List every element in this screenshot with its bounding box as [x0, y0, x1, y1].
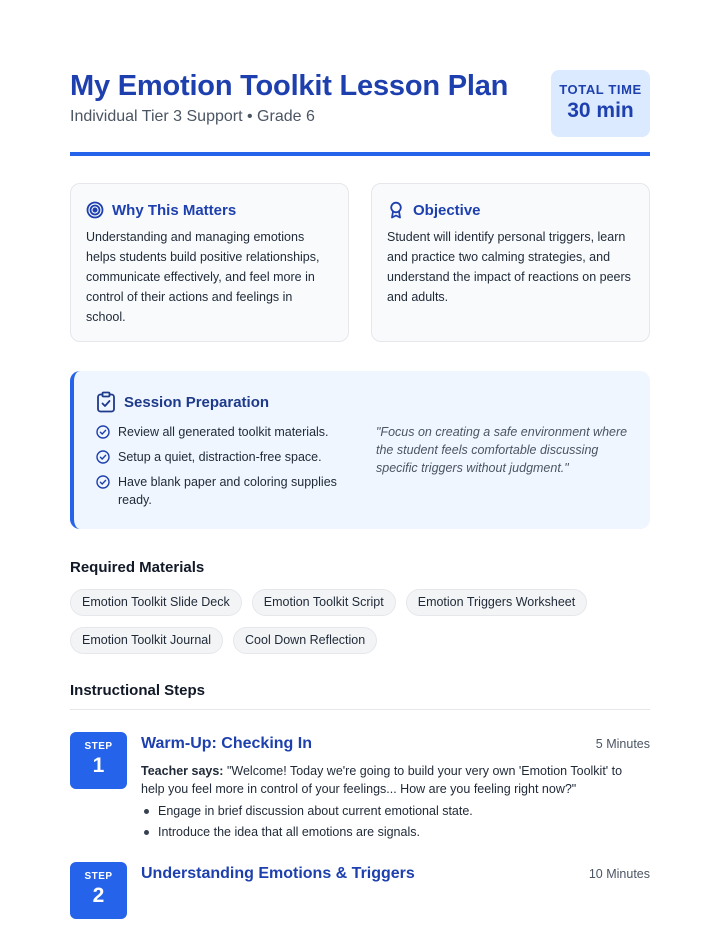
total-time-box [551, 70, 650, 137]
why-this-matters-card [70, 183, 349, 342]
list-item: Introduce the idea that all emotions are signals. [141, 823, 636, 841]
list-item [96, 423, 346, 441]
lesson-header [70, 68, 650, 140]
step-badge [70, 862, 127, 919]
list-item: Engage in brief discussion about current emotional state. [141, 802, 636, 820]
why-this-matters-title: Why This Matters [112, 201, 237, 219]
step-title: Warm-Up: Checking In [141, 735, 312, 752]
preparation-item-text: Have blank paper and coloring supplies ready. [118, 475, 337, 507]
preparation-checklist [96, 423, 346, 516]
header-divider [70, 152, 650, 156]
step-number: 2 [92, 884, 105, 907]
target-icon [86, 201, 104, 219]
preparation-quote: "Focus on creating a safe environment where the student feels comfortable discussing specific triggers without judgment." [376, 425, 628, 475]
check-circle-icon [96, 450, 110, 464]
list-item [96, 448, 346, 466]
instructional-steps-heading: Instructional Steps [70, 682, 206, 699]
total-time-value: 30 min [567, 99, 634, 122]
step-number: 1 [92, 754, 105, 777]
materials-list [70, 589, 650, 665]
page-title: My Emotion Toolkit Lesson Plan [70, 70, 509, 102]
teacher-says-text: "Welcome! Today we're going to build your very own 'Emotion Toolkit' to help you feel more in control of your feelings... How are you feeling right now?" [141, 764, 623, 796]
why-this-matters-text: Understanding and managing emotions helps students build positive relationships, communicate effectively, and feel more in control of their actions and feelings in school. [86, 230, 320, 324]
material-chip: Emotion Triggers Worksheet [406, 589, 587, 616]
required-materials-heading: Required Materials [70, 559, 205, 576]
step-badge-label: STEP [84, 871, 113, 882]
check-circle-icon [96, 425, 110, 439]
page-subtitle: Individual Tier 3 Support • Grade 6 [70, 108, 315, 125]
session-preparation-title: Session Preparation [124, 393, 270, 411]
clipboard-check-icon [96, 391, 116, 413]
step-badge-label: STEP [84, 741, 113, 752]
material-chip: Emotion Toolkit Journal [70, 627, 223, 654]
preparation-item-text: Review all generated toolkit materials. [118, 425, 329, 439]
preparation-item-text: Setup a quiet, distraction-free space. [118, 450, 322, 464]
step-badge [70, 732, 127, 789]
step-1 [70, 732, 650, 842]
material-chip: Emotion Toolkit Slide Deck [70, 589, 242, 616]
step-duration: 10 Minutes [588, 867, 650, 881]
list-item [96, 473, 346, 509]
award-ribbon-icon [387, 201, 405, 219]
step-2 [70, 862, 650, 932]
step-title: Understanding Emotions & Triggers [141, 865, 415, 882]
session-preparation-panel [70, 371, 650, 529]
steps-divider [70, 709, 650, 710]
step-duration: 5 Minutes [595, 737, 650, 751]
objective-title: Objective [413, 201, 481, 219]
material-chip: Cool Down Reflection [233, 627, 377, 654]
objective-card [371, 183, 650, 342]
check-circle-icon [96, 475, 110, 489]
objective-text: Student will identify personal triggers, learn and practice two calming strategies, and understand the impact of reactions on peers and adults. [387, 230, 631, 304]
material-chip: Emotion Toolkit Script [252, 589, 396, 616]
total-time-label: TOTAL TIME [559, 82, 642, 97]
teacher-says-label: Teacher says: [141, 764, 224, 778]
step-points [141, 802, 636, 844]
teacher-says [141, 762, 636, 798]
